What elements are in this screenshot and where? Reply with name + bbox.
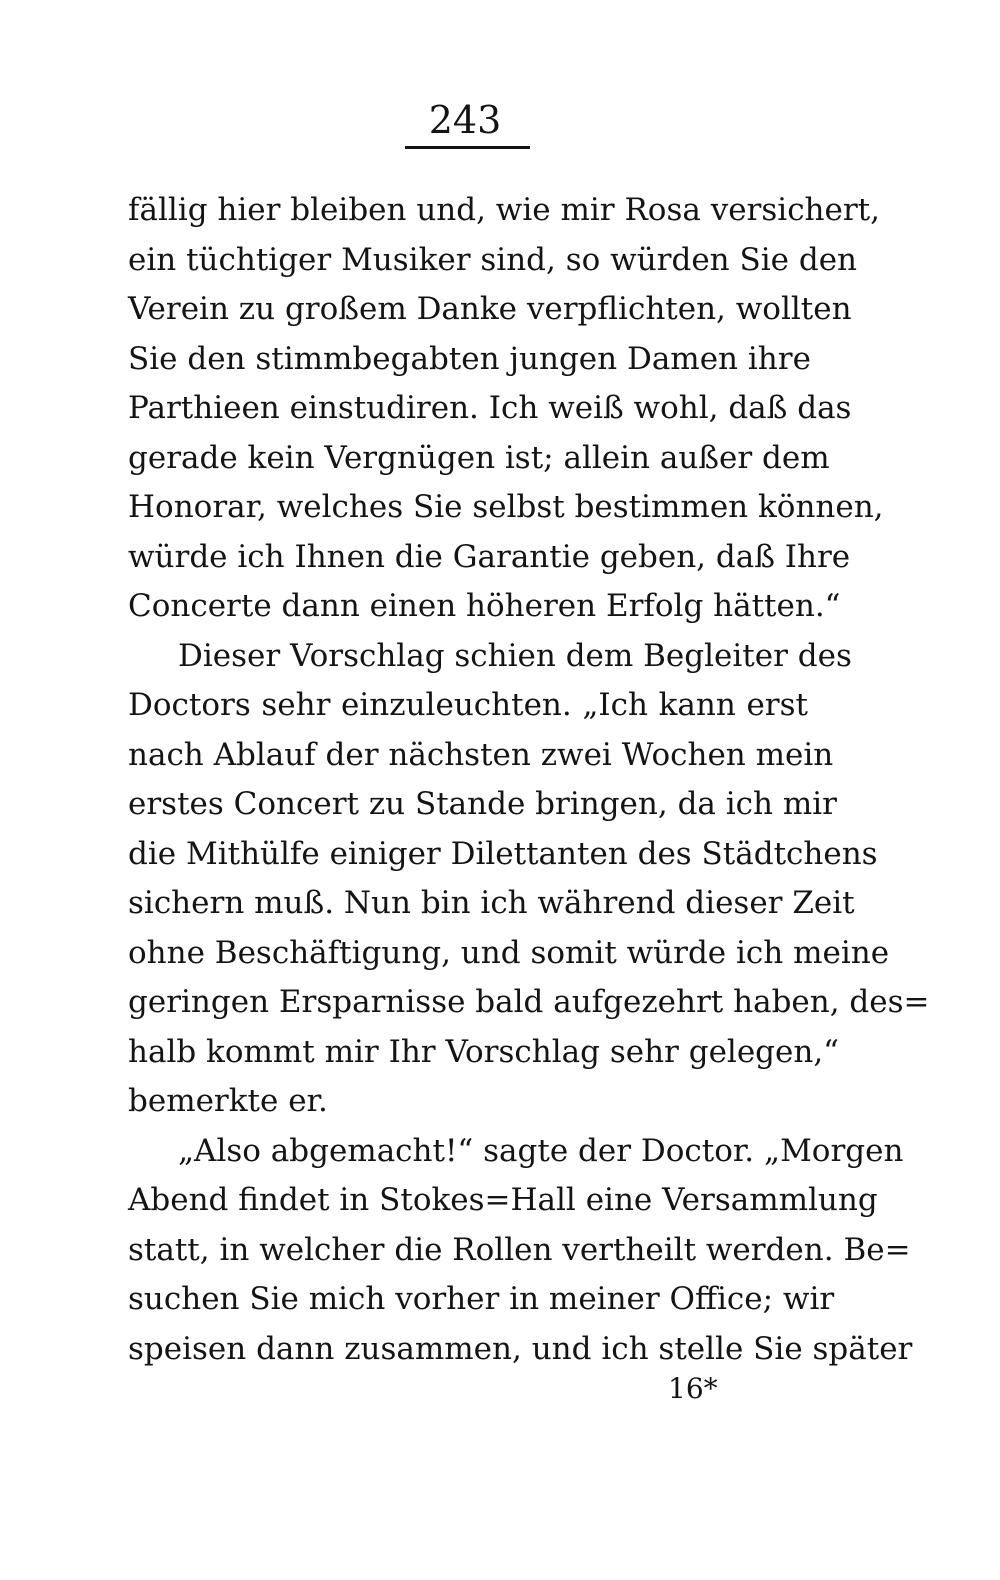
text-line: ein tüchtiger Musiker sind, so würden Sie den [128,241,857,278]
printer-signature-mark: 16* [668,1372,718,1405]
text-line: gerade kein Vergnügen ist; allein außer dem [128,439,830,476]
text-line: statt, in welcher die Rollen vertheilt werden. Be= [128,1231,911,1268]
text-line: Concerte dann einen höheren Erfolg hätten.“ [128,588,841,624]
text-line: speisen dann zusammen, und ich stelle Sie später [128,1330,913,1367]
text-line: Dieser Vorschlag schien dem Begleiter des [178,637,852,674]
text-line: nach Ablauf der nächsten zwei Wochen mein [128,736,834,773]
text-line: würde ich Ihnen die Garantie geben, daß Ihre [128,538,851,575]
page-number: 243 [428,98,502,142]
text-line: halb kommt mir Ihr Vorschlag sehr gelegen,“ [128,1033,840,1070]
text-line: „Also abgemacht!“ sagte der Doctor. „Morgen [178,1132,904,1169]
body-text [128,186,930,1374]
text-line: erstes Concert zu Stande bringen, da ich mir [128,786,837,822]
text-line: Doctors sehr einzuleuchten. „Ich kann erst [128,687,808,723]
text-line: geringen Ersparnisse bald aufgezehrt haben, des= [128,984,930,1020]
text-line: Parthieen einstudiren. Ich weiß wohl, daß das [128,390,852,426]
page-number-rule [405,146,530,149]
text-line: Sie den stimmbegabten jungen Damen ihre [128,340,811,377]
text-line: Honorar, welches Sie selbst bestimmen können, [128,489,884,525]
text-line: suchen Sie mich vorher in meiner Office; wir [128,1281,835,1317]
text-line: fällig hier bleiben und, wie mir Rosa versichert, [128,192,880,228]
text-line: sichern muß. Nun bin ich während dieser Zeit [128,885,855,921]
text-line: Verein zu großem Danke verpflichten, wollten [128,291,852,327]
text-line: Abend findet in Stokes=Hall eine Versammlung [128,1182,878,1218]
text-line: ohne Beschäftigung, und somit würde ich meine [128,934,890,971]
text-line: die Mithülfe einiger Dilettanten des Städtchens [128,835,878,872]
text-line: bemerkte er. [128,1083,328,1119]
